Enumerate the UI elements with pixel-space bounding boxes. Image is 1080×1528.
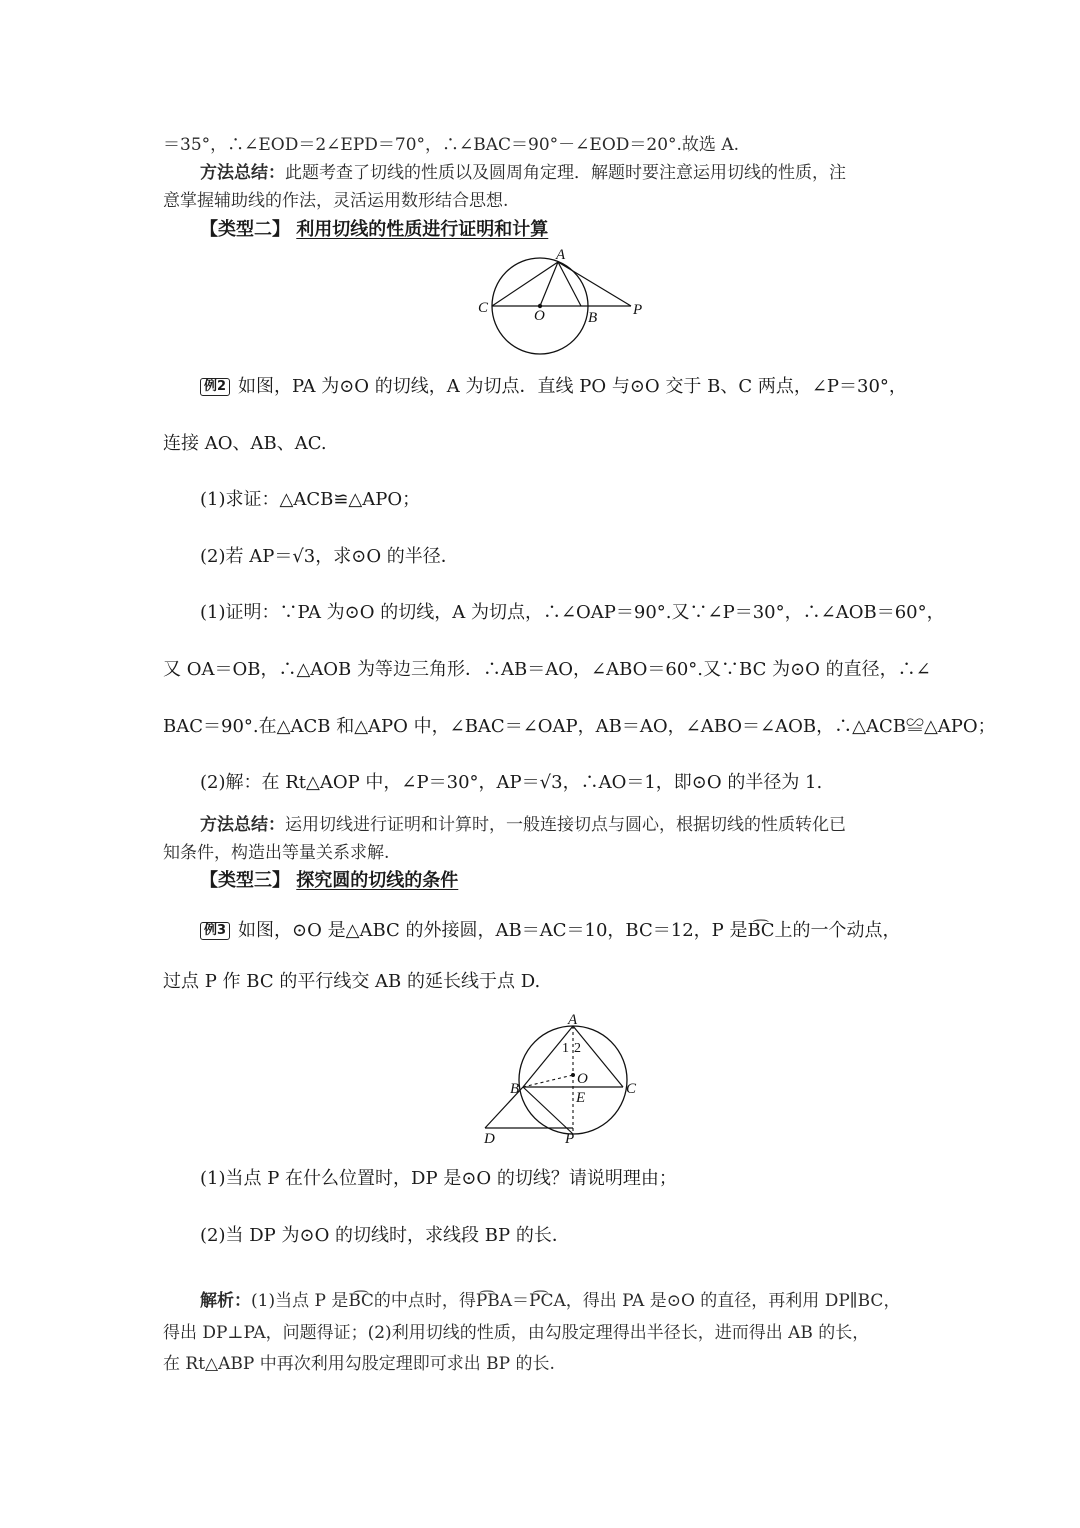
type2-title: 利用切线的性质进行证明和计算	[296, 219, 549, 240]
label-d: D	[484, 1131, 495, 1147]
label-p: P	[633, 302, 643, 318]
label-p: P	[565, 1131, 575, 1147]
example2-q2: (2)若 AP＝√3，求⊙O 的半径．	[200, 546, 459, 567]
figure-tangent-circle	[470, 245, 660, 360]
method-summary-2-cont: 知条件，构造出等量关系求解.	[163, 843, 390, 863]
analysis-line2: 得出 DP⊥PA，问题得证；(2)利用切线的性质，由勾股定理得出半径长，进而得出 AB 的长，	[163, 1323, 870, 1343]
label-a: A	[556, 247, 566, 263]
line-bo-dashed	[523, 1075, 573, 1087]
type2-heading	[200, 218, 548, 242]
method-summary-1-cont: 意掌握辅助线的作法，灵活运用数形结合思想.	[163, 191, 509, 211]
method-summary-1	[200, 161, 846, 185]
example2-badge: 例2	[200, 378, 230, 396]
example3-q-line2: 过点 P 作 BC 的平行线交 AB 的延长线于点 D.	[163, 971, 541, 992]
label-b: B	[588, 310, 598, 326]
solution-2: (2)解：在 Rt△AOP 中，∠P＝30°，AP＝√3，∴AO＝1，即⊙O 的半径为 1.	[200, 772, 823, 793]
type2-tag: 【类型二】	[200, 219, 290, 240]
example3-badge: 例3	[200, 922, 230, 940]
proof-line1: (1)证明：∵PA 为⊙O 的切线，A 为切点，∴∠OAP＝90°.又∵∠P＝30°，∴∠AOB＝60°，	[200, 602, 945, 623]
type3-heading	[200, 869, 458, 893]
label-angle-1: 1	[562, 1041, 569, 1056]
type3-title: 探究圆的切线的条件	[296, 870, 459, 891]
summary-label: 方法总结：	[200, 815, 285, 835]
analysis-line1: (1)当点 P 是B͡C的中点时，得P͡BA＝P͡CA，得出 PA 是⊙O 的直径，再利用 DP∥BC，	[251, 1291, 901, 1311]
figure-circumscribed-circle	[475, 1010, 645, 1148]
label-e: E	[576, 1090, 586, 1106]
line-ac	[492, 262, 558, 306]
previous-solution-end: ＝35°，∴∠EOD＝2∠EPD＝70°，∴∠BAC＝90°－∠EOD＝20°.故选 A.	[163, 135, 740, 155]
label-b: B	[510, 1081, 520, 1097]
label-o: O	[534, 308, 545, 324]
example2-q-line2: 连接 AO、AB、AC.	[163, 433, 327, 454]
example2-q1: (1)求证：△ACB≌△APO；	[200, 489, 421, 510]
analysis-label: 解析：	[200, 1291, 251, 1311]
proof-line3: BAC＝90°.在△ACB 和△APO 中，∠BAC＝∠OAP，AB＝AO，∠ABO＝∠AOB，∴△ACB≌△APO；	[163, 716, 996, 737]
label-c: C	[626, 1081, 637, 1097]
label-a: A	[568, 1012, 578, 1028]
proof-line2: 又 OA＝OB，∴△AOB 为等边三角形．∴AB＝AO，∠ABO＝60°.又∵BC 为⊙O 的直径，∴∠	[163, 659, 931, 680]
summary-text: 此题考查了切线的性质以及圆周角定理．解题时要注意运用切线的性质，注	[285, 163, 846, 183]
example3-q1: (1)当点 P 在什么位置时，DP 是⊙O 的切线？请说明理由；	[200, 1168, 677, 1189]
side-ab	[523, 1026, 573, 1087]
example2-question	[200, 375, 907, 399]
method-summary-2	[200, 813, 846, 837]
example2-q-line1: 如图，PA 为⊙O 的切线，A 为切点．直线 PO 与⊙O 交于 B、C 两点，∠P＝30°，	[238, 376, 907, 397]
label-c: C	[478, 300, 489, 316]
example3-q-line1: 如图，⊙O 是△ABC 的外接圆，AB＝AC＝10，BC＝12，P 是B͡C上的一个动点，	[238, 920, 901, 941]
analysis	[200, 1289, 900, 1313]
label-angle-2: 2	[574, 1041, 581, 1056]
summary-label: 方法总结：	[200, 163, 285, 183]
center-dot	[571, 1073, 575, 1077]
line-bp	[523, 1087, 573, 1134]
summary-text: 运用切线进行证明和计算时，一般连接切点与圆心，根据切线的性质转化已	[285, 815, 846, 835]
example3-question	[200, 919, 900, 943]
type3-tag: 【类型三】	[200, 870, 290, 891]
example3-q2: (2)当 DP 为⊙O 的切线时，求线段 BP 的长．	[200, 1225, 570, 1246]
label-o: O	[577, 1071, 588, 1087]
analysis-line3: 在 Rt△ABP 中再次利用勾股定理即可求出 BP 的长.	[163, 1354, 555, 1374]
